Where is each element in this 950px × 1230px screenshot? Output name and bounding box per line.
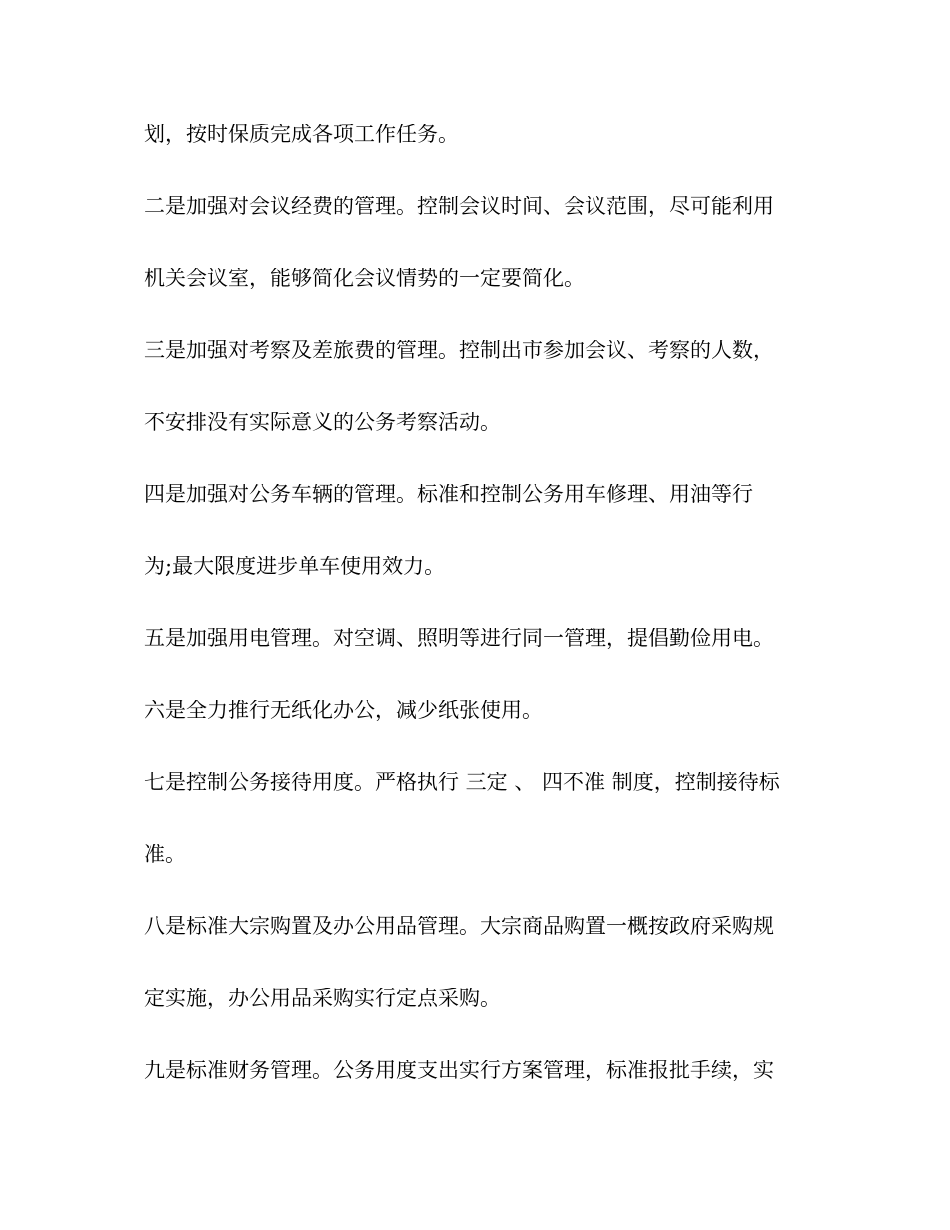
body-text-line: 六是全力推行无纸化办公，减少纸张使用。 [144, 700, 543, 721]
body-text-line: 为;最大限度进步单车使用效力。 [144, 556, 446, 577]
body-text-line: 划，按时保质完成各项工作任务。 [144, 124, 459, 145]
body-text-line: 定实施，办公用品采购实行定点采购。 [144, 988, 501, 1009]
document-body [144, 124, 824, 1132]
body-text-line: 机关会议室，能够简化会议情势的一定要简化。 [144, 268, 585, 289]
body-text-line: 九是标准财务管理。公务用度支出实行方案管理，标准报批手续，实 [144, 1060, 774, 1081]
body-text-line: 八是标准大宗购置及办公用品管理。大宗商品购置一概按政府采购规 [144, 916, 774, 937]
body-text-line: 准。 [144, 844, 186, 865]
body-text-line: 四是加强对公务车辆的管理。标准和控制公务用车修理、用油等行 [144, 484, 753, 505]
body-text-line: 不安排没有实际意义的公务考察活动。 [144, 412, 501, 433]
body-text-line: 二是加强对会议经费的管理。控制会议时间、会议范围，尽可能利用 [144, 196, 774, 217]
body-text-line: 三是加强对考察及差旅费的管理。控制出市参加会议、考察的人数， [144, 340, 774, 361]
body-text-line: 七是控制公务接待用度。严格执行 三定 、 四不准 制度，控制接待标 [144, 772, 780, 793]
body-text-line: 五是加强用电管理。对空调、照明等进行同一管理，提倡勤俭用电。 [144, 628, 774, 649]
